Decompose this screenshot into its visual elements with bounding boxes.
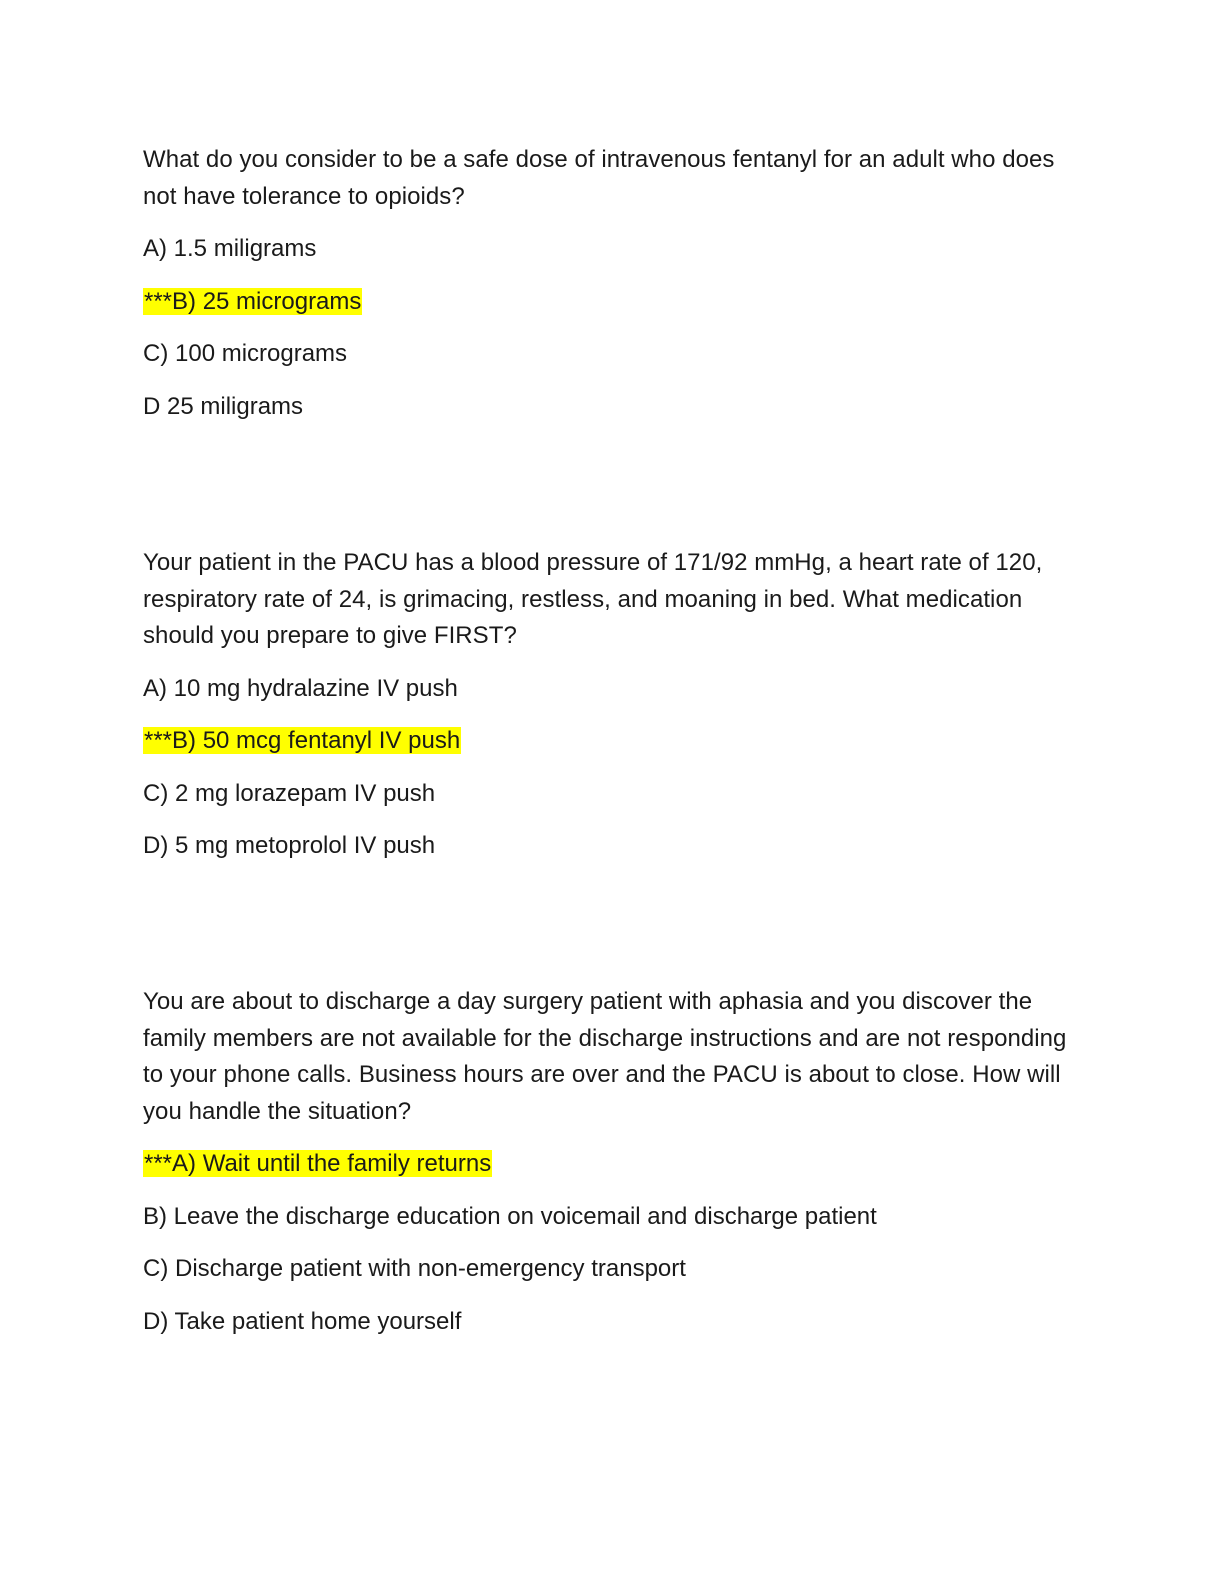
question-2-option-b-answer bbox=[143, 723, 1073, 759]
question-1-option-b-answer bbox=[143, 284, 1073, 320]
option-text: D) 5 mg metoprolol IV push bbox=[143, 832, 436, 859]
question-1-stem: What do you consider to be a safe dose of intravenous fentanyl for an adult who does not have tolerance to opioids? bbox=[143, 146, 1055, 210]
question-3-option-a-answer bbox=[143, 1146, 1073, 1182]
question-2-option-d bbox=[143, 828, 1073, 864]
question-3-stem: You are about to discharge a day surgery patient with aphasia and you discover the family members are not available for the discharge instructions and are not responding to your phone calls. Business hours are over and the PACU is about to close. How will you handle the situation? bbox=[143, 988, 1067, 1125]
option-text: D 25 miligrams bbox=[143, 392, 304, 420]
option-text: B) Leave the discharge education on voicemail and discharge patient bbox=[143, 1202, 877, 1230]
highlighted-answer: ***B) 25 micrograms bbox=[144, 287, 362, 315]
option-text: C) 2 mg lorazepam IV push bbox=[143, 779, 436, 807]
question-2-option-a bbox=[143, 671, 1073, 707]
question-3-option-c bbox=[143, 1251, 1073, 1287]
option-text: C) Discharge patient with non-emergency transport bbox=[143, 1255, 686, 1282]
highlighted-answer: ***B) 50 mcg fentanyl IV push bbox=[144, 727, 461, 754]
question-3-option-d bbox=[143, 1304, 1073, 1340]
question-2-stem: Your patient in the PACU has a blood pressure of 171/92 mmHg, a heart rate of 120, respiratory rate of 24, is grimacing, restless, and moaning in bed. What medication should you prepare to give FIRST? bbox=[143, 549, 1043, 649]
question-1-option-d bbox=[143, 389, 1073, 425]
question-2 bbox=[143, 545, 1073, 864]
option-text: D) Take patient home yourself bbox=[143, 1307, 462, 1335]
option-text: A) 10 mg hydralazine IV push bbox=[143, 674, 458, 702]
question-1-option-a bbox=[143, 231, 1073, 267]
question-3 bbox=[143, 984, 1073, 1340]
question-3-option-b bbox=[143, 1199, 1073, 1235]
question-2-option-c bbox=[143, 776, 1073, 812]
option-text: C) 100 micrograms bbox=[143, 340, 348, 367]
highlighted-answer: ***A) Wait until the family returns bbox=[144, 1150, 492, 1177]
question-1-option-c bbox=[143, 336, 1073, 372]
question-1 bbox=[143, 142, 1073, 425]
option-text: A) 1.5 miligrams bbox=[143, 235, 317, 262]
